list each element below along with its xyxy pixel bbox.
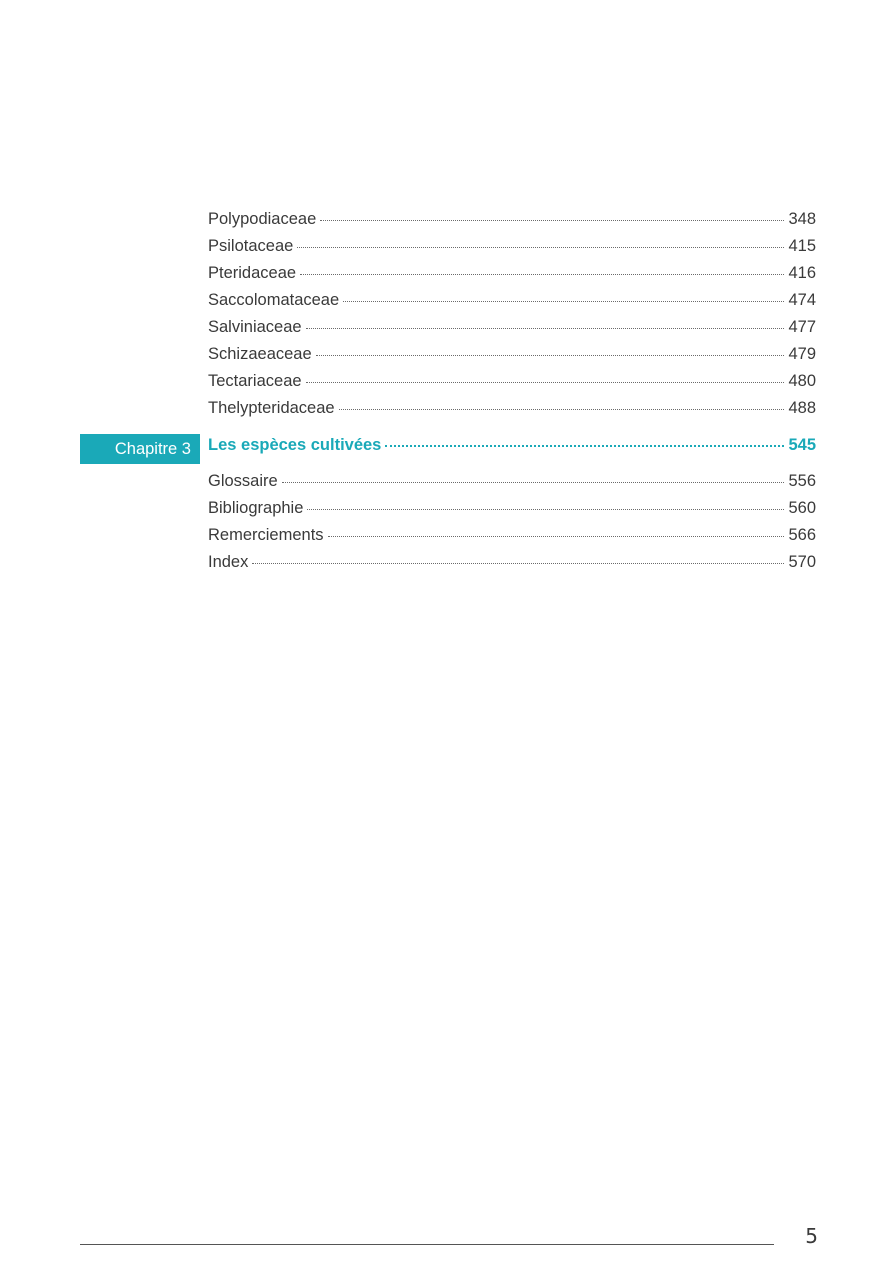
- toc-entry-label: Tectariaceae: [208, 372, 302, 390]
- toc-entry[interactable]: [208, 399, 816, 426]
- toc-entry-page: 570: [788, 553, 816, 571]
- toc-entry-page: 479: [788, 345, 816, 363]
- toc-list-backmatter: [208, 472, 816, 580]
- toc-entry[interactable]: [208, 553, 816, 580]
- toc-entry[interactable]: [208, 526, 816, 553]
- dot-leader: [297, 246, 784, 248]
- dot-leader: [339, 408, 785, 410]
- dot-leader: [306, 327, 785, 329]
- toc-entry-label: Pteridaceae: [208, 264, 297, 282]
- chapter-page: 545: [788, 436, 816, 454]
- toc-entry-page: 415: [788, 237, 816, 255]
- toc-entry[interactable]: [208, 372, 816, 399]
- toc-entry-page: 348: [788, 210, 816, 228]
- toc-entry-label: Remerciements: [208, 526, 324, 544]
- toc-entry-page: 556: [788, 472, 816, 490]
- dot-leader: [307, 508, 784, 510]
- toc-entry[interactable]: [208, 472, 816, 499]
- dot-leader: [343, 300, 784, 302]
- footer-rule: [80, 1244, 774, 1245]
- chapter-tab: Chapitre 3: [80, 434, 200, 464]
- toc-entry-label: Salviniaceae: [208, 318, 302, 336]
- toc-entry-label: Schizaeaceae: [208, 345, 312, 363]
- toc-entry[interactable]: [208, 291, 816, 318]
- toc-entry-page: 474: [788, 291, 816, 309]
- toc-entry-label: Bibliographie: [208, 499, 304, 517]
- dot-leader: [282, 481, 785, 483]
- dot-leader: [320, 219, 784, 221]
- dot-leader: [316, 354, 785, 356]
- dot-leader: [328, 535, 785, 537]
- page-number: 5: [805, 1224, 818, 1248]
- dot-leader: [300, 273, 784, 275]
- toc-list-families: [208, 210, 816, 426]
- toc-entry[interactable]: [208, 210, 816, 237]
- toc-entry-label: Index: [208, 553, 249, 571]
- toc-entry[interactable]: [208, 264, 816, 291]
- toc-entry[interactable]: [208, 345, 816, 372]
- dot-leader: [306, 381, 785, 383]
- toc-entry-page: 477: [788, 318, 816, 336]
- toc-entry[interactable]: [208, 499, 816, 526]
- dot-leader: [385, 444, 784, 447]
- toc-entry-label: Glossaire: [208, 472, 278, 490]
- toc-entry-label: Thelypteridaceae: [208, 399, 335, 417]
- chapter-title: Les espèces cultivées: [208, 436, 382, 454]
- toc-entry[interactable]: [208, 237, 816, 264]
- chapter-entry[interactable]: [208, 436, 816, 463]
- toc-entry-label: Saccolomataceae: [208, 291, 340, 309]
- toc-entry-label: Polypodiaceae: [208, 210, 317, 228]
- toc-entry-page: 560: [788, 499, 816, 517]
- toc-entry[interactable]: [208, 318, 816, 345]
- dot-leader: [252, 562, 784, 564]
- toc-entry-page: 566: [788, 526, 816, 544]
- toc-entry-page: 416: [788, 264, 816, 282]
- toc-entry-page: 480: [788, 372, 816, 390]
- toc-entry-label: Psilotaceae: [208, 237, 294, 255]
- toc-entry-page: 488: [788, 399, 816, 417]
